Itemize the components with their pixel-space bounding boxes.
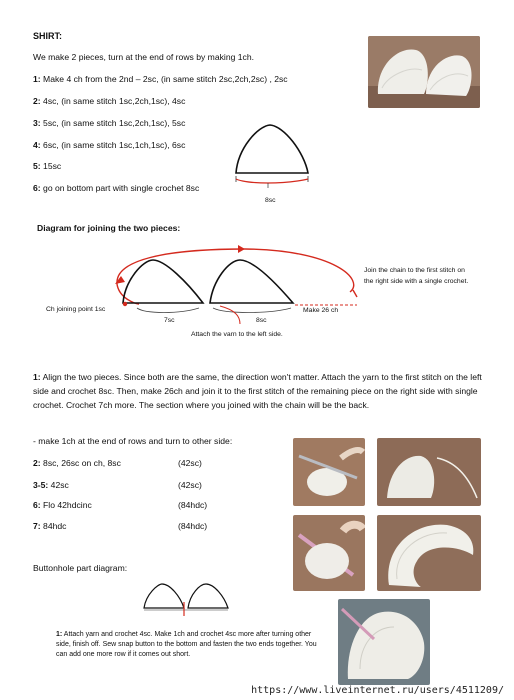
rows2-count-3-5: (42sc) — [178, 480, 202, 490]
join-right-note: Join the chain to the first stitch on the right side with a single crochet. — [364, 267, 469, 285]
row-text: 5sc, (in same stitch 1sc,2ch,1sc), 5sc — [40, 118, 186, 128]
rows2-item-7 — [33, 521, 66, 531]
section-title-joining: Diagram for joining the two pieces: — [37, 223, 181, 233]
photo-hook-step-1 — [293, 438, 365, 506]
join-label-7sc: 7sc — [164, 317, 175, 324]
piece-label-8sc: 8sc — [265, 197, 276, 204]
photo-hook-step-2 — [377, 438, 481, 506]
photo-buttonhole — [338, 599, 430, 685]
watermark-url: https://www.liveinternet.ru/users/4511209/ — [251, 685, 504, 696]
shirt-row-5 — [33, 161, 61, 171]
join-label-8sc: 8sc — [256, 317, 267, 324]
join-attach-label: Attach the varn to the left side. — [191, 331, 283, 338]
row-text: 8sc, 26sc on ch, 8sc — [40, 458, 121, 468]
rows2-intro: - make 1ch at the end of rows and turn to other side: — [33, 436, 233, 446]
row-text: 4sc, (in same stitch 1sc,2ch,1sc), 4sc — [40, 96, 186, 106]
row-text: Align the two pieces. Since both are the same, the direction won't matter. Attach the yarn to the first stitch on the left side and crochet 8sc. Then, make 26ch and join it to the first stitch of the remaining piece on the right side with single crochet. Crochet 7ch more. The section where you joined with the chain will be the back. — [33, 372, 482, 410]
row-number: 6: — [33, 183, 41, 193]
photo-two-pieces — [368, 36, 480, 108]
shirt-row-3 — [33, 118, 185, 128]
rows2-item-6 — [33, 500, 92, 510]
row-number: 7: — [33, 521, 41, 531]
row-text: go on bottom part with single crochet 8sc — [40, 183, 200, 193]
row-number: 3-5: — [33, 480, 49, 490]
row-text: 84hdc — [40, 521, 67, 531]
step-1-paragraph — [33, 370, 493, 412]
row-number: 2: — [33, 96, 41, 106]
row-number: 1: — [33, 372, 41, 382]
buttonhole-diagram — [140, 580, 235, 620]
row-text: 42sc — [48, 480, 69, 490]
shirt-intro: We make 2 pieces, turn at the end of rows by making 1ch. — [33, 52, 255, 62]
row-number: 1: — [33, 74, 41, 84]
rows2-count-7: (84hdc) — [178, 521, 208, 531]
row-text: Flo 42hdcinc — [40, 500, 92, 510]
buttonhole-text — [56, 630, 318, 660]
rows2-item-3-5 — [33, 480, 69, 490]
join-label-26ch: Make 26 ch — [303, 307, 339, 314]
row-number: 3: — [33, 118, 41, 128]
row-number: 5: — [33, 161, 41, 171]
shirt-row-2 — [33, 96, 185, 106]
row-text: Attach yarn and crochet 4sc. Make 1ch and crochet 4sc more after turning other side, finish off. Sew snap button to the bottom and fasten the two ends together. You can add one more row if it comes out short. — [56, 631, 317, 658]
shirt-row-1 — [33, 74, 288, 84]
rows2-count-2: (42sc) — [178, 458, 202, 468]
row-number: 4: — [33, 140, 41, 150]
shirt-row-6 — [33, 183, 199, 193]
photo-curved-piece — [377, 515, 481, 591]
row-number: 6: — [33, 500, 41, 510]
rows2-item-2 — [33, 458, 121, 468]
joining-diagram — [95, 240, 375, 340]
row-text: 6sc, (in same stitch 1sc,1ch,1sc), 6sc — [40, 140, 186, 150]
row-number: 1: — [56, 631, 63, 638]
photo-hook-step-3 — [293, 515, 365, 591]
row-number: 2: — [33, 458, 41, 468]
shirt-row-4 — [33, 140, 185, 150]
row-text: 15sc — [40, 161, 62, 171]
rows2-count-6: (84hdc) — [178, 500, 208, 510]
join-left-label: Ch joining point 1sc — [46, 306, 106, 313]
row-text: Make 4 ch from the 2nd – 2sc, (in same stitch 2sc,2ch,2sc) , 2sc — [40, 74, 288, 84]
section-title-shirt: SHIRT: — [33, 31, 62, 41]
buttonhole-title: Buttonhole part diagram: — [33, 563, 128, 573]
